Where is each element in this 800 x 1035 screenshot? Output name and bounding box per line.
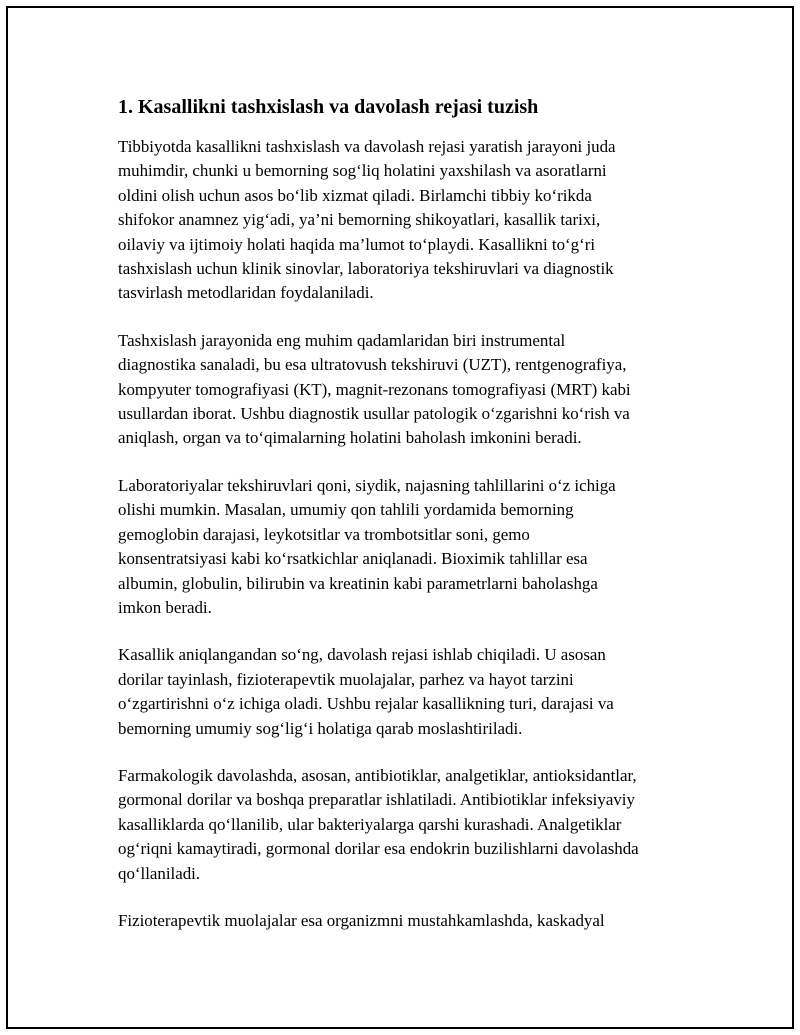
paragraph-laboratory-tests: Laboratoriyalar tekshiruvlari qoni, siydik, najasning tahlillarini o‘z ichiga olishi mumkin. Masalan, umumiy qon tahlili yordamida bemorning gemoglobin darajasi, leykotsitlar va trombotsitlar soni, gemo konsentratsiyasi kabi ko‘rsatkichlar aniqlanadi. Bioximik tahlillar esa albumin, globulin, bilirubin va kreatinin kabi parametrlarni baholashga imkon beradi. <box>118 475 616 617</box>
paragraph-diagnosis-overview: Tibbiyotda kasallikni tashxislash va davolash rejasi yaratish jarayoni juda muhimdir, chunki u bemorning sog‘liq holatini yaxshilash va asoratlarni oldini olish uchun asos bo‘lib xizmat qiladi. Birlamchi tibbiy ko‘rikda shifokor anamnez yig‘adi, ya’ni bemorning shikoyatlari, kasallik tarixi, oilaviy va ijtimoiy holati haqida ma’lumot to‘playdi. Kasallikni to‘g‘ri tashxislash uchun klinik sinovlar, laboratoriya tekshiruvlari va diagnostik tasvirlash metodlaridan foydalaniladi. <box>118 137 616 303</box>
document-body <box>118 92 698 956</box>
paragraph-treatment-plan: Kasallik aniqlangandan so‘ng, davolash rejasi ishlab chiqiladi. U asosan dorilar tayinlash, fizioterapevtik muolajalar, parhez va hayot tarzini o‘zgartirishni o‘z ichiga oladi. Ushbu rejalar kasallikning turi, darajasi va bemorning umumiy sog‘lig‘i holatiga qarab moslashtiriladi. <box>118 645 614 738</box>
paragraph-instrumental-diagnostics: Tashxislash jarayonida eng muhim qadamlaridan biri instrumental diagnostika sanaladi, bu esa ultratovush tekshiruvi (UZT), rentgenografiya, kompyuter tomografiyasi (KT), magnit-rezonans tomografiyasi (MRT) kabi usullardan iborat. Ushbu diagnostik usullar patologik o‘zgarishni ko‘rish va aniqlash, organ va to‘qimalarning holatini baholash imkonini beradi. <box>118 330 631 448</box>
paragraph-pharmacological-treatment: Farmakologik davolashda, asosan, antibiotiklar, analgetiklar, antioksidantlar, gormonal dorilar va boshqa preparatlar ishlatiladi. Antibiotiklar infeksiyaviy kasalliklarda qo‘llanilib, ular bakteriyalarga qarshi kurashadi. Analgetiklar og‘riqni kamaytiradi, gormonal dorilar esa endokrin buzilishlarni davolashda qo‘llaniladi. <box>118 765 639 883</box>
section-heading: 1. Kasallikni tashxislash va davolash rejasi tuzish <box>118 96 539 118</box>
paragraph-physiotherapy: Fizioterapevtik muolajalar esa organizmni mustahkamlashda, kaskadyal <box>118 910 605 930</box>
